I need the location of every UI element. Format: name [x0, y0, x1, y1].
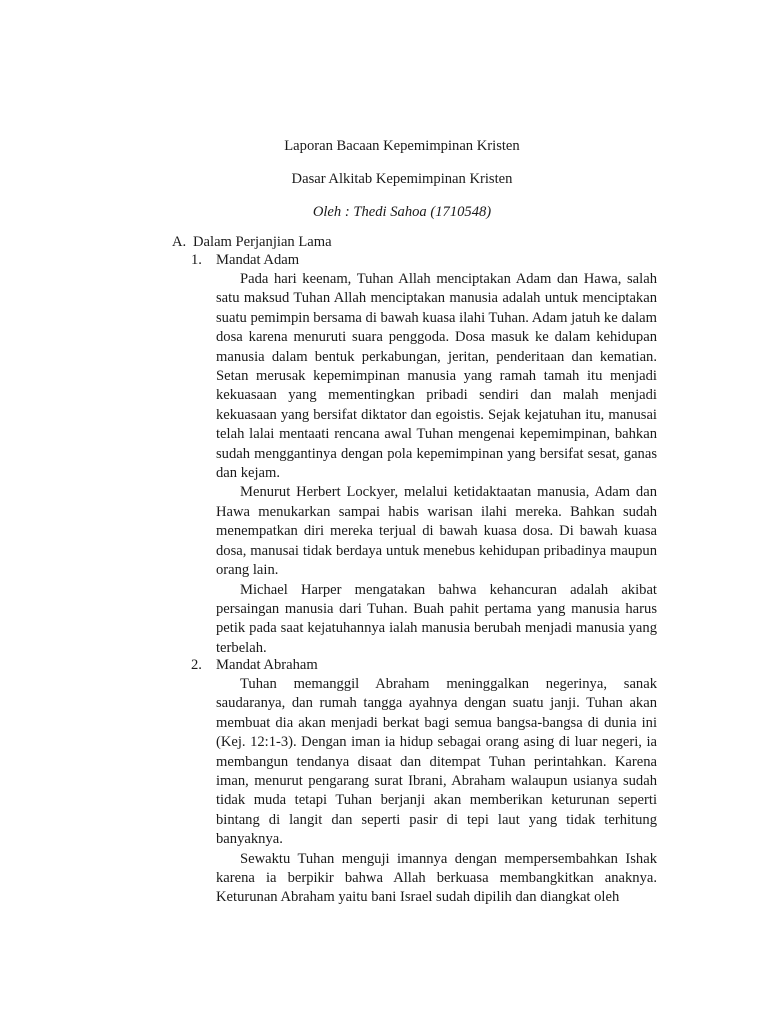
section-a-marker: A.: [172, 234, 187, 250]
item-1-heading: [191, 251, 299, 270]
paragraph: Tuhan memanggil Abraham meninggalkan negerinya, sanak saudaranya, dan rumah tangga ayahnya dengan suatu janji. Tuhan akan membuat dia akan menjadi berkat bagi semua bangsa-bangsa di dunia ini (Kej. 12:1-3). Dengan iman ia hidup sebagai orang asing di luar negeri, ia membangun tendanya disaat dan ditempat Tuhan perintahkan. Karena iman, menurut pengarang surat Ibrani, Abraham walaupun usianya sudah tidak muda tetapi Tuhan berjanji akan memberikan keturunan seperti bintang di langit dan seperti pasir di tepi laut yang tidak terhitung banyaknya.: [216, 676, 657, 848]
paragraph: Pada hari keenam, Tuhan Allah menciptakan Adam dan Hawa, salah satu maksud Tuhan Allah menciptakan manusia adalah untuk menciptakan suatu pemimpin bersama di bawah kuasa ilahi Tuhan. Adam jatuh ke dalam dosa karena menuruti suara penggoda. Dosa masuk ke dalam kehidupan manusia dalam bentuk perkabungan, jeritan, penderitaan dan kematian. Setan merusak kepemimpinan manusia yang ramah tamah itu menjadi kekuasaan yang mementingkan pribadi sendiri dan malah menjadi kekuasaan yang bersifat diktator dan egoistis. Sejak kejatuhan itu, manusai telah lalai mentaati rencana awal Tuhan mengenai kepemimpinan, bahkan sudah menggantinya dengan pola kepemimpinan yang bersifat sesat, ganas dan kejam.: [216, 271, 657, 482]
paragraph: Menurut Herbert Lockyer, melalui ketidaktaatan manusia, Adam dan Hawa menukarkan sampai habis warisan ilahi mereka. Bahkan sudah menempatkan diri mereka terjual di bawah kuasa dosa. Di bawah kuasa dosa, manusai tidak berdaya untuk menebus kehidupan pribadinya maupun orang lain.: [216, 484, 657, 579]
item-2-title: Mandat Abraham: [216, 657, 318, 673]
document-subtitle: Dasar Alkitab Kepemimpinan Kristen: [291, 171, 513, 187]
item-1-title: Mandat Adam: [216, 252, 300, 268]
item-2-heading: [191, 656, 318, 675]
document-title: Laporan Bacaan Kepemimpinan Kristen: [284, 138, 520, 154]
section-a-heading: [172, 233, 332, 252]
paragraph: Michael Harper mengatakan bahwa kehancuran adalah akibat persaingan manusia dari Tuhan. Buah pahit pertama yang manusia harus petik pada saat kejatuhannya ialah manusia berubah menjadi manusia yang terbelah.: [216, 581, 657, 656]
item-2-body: [216, 675, 657, 908]
document-author: Oleh : Thedi Sahoa (1710548): [312, 204, 492, 220]
item-2-marker: 2.: [191, 657, 202, 673]
item-1-body: [216, 270, 657, 658]
paragraph: Sewaktu Tuhan menguji imannya dengan mempersembahkan Ishak karena ia berpikir bahwa Allah berkuasa membangkitkan anaknya. Keturunan Abraham yaitu bani Israel sudah dipilih dan diangkat oleh: [216, 850, 657, 906]
item-1-marker: 1.: [191, 252, 202, 268]
section-a-title: Dalam Perjanjian Lama: [193, 234, 332, 250]
